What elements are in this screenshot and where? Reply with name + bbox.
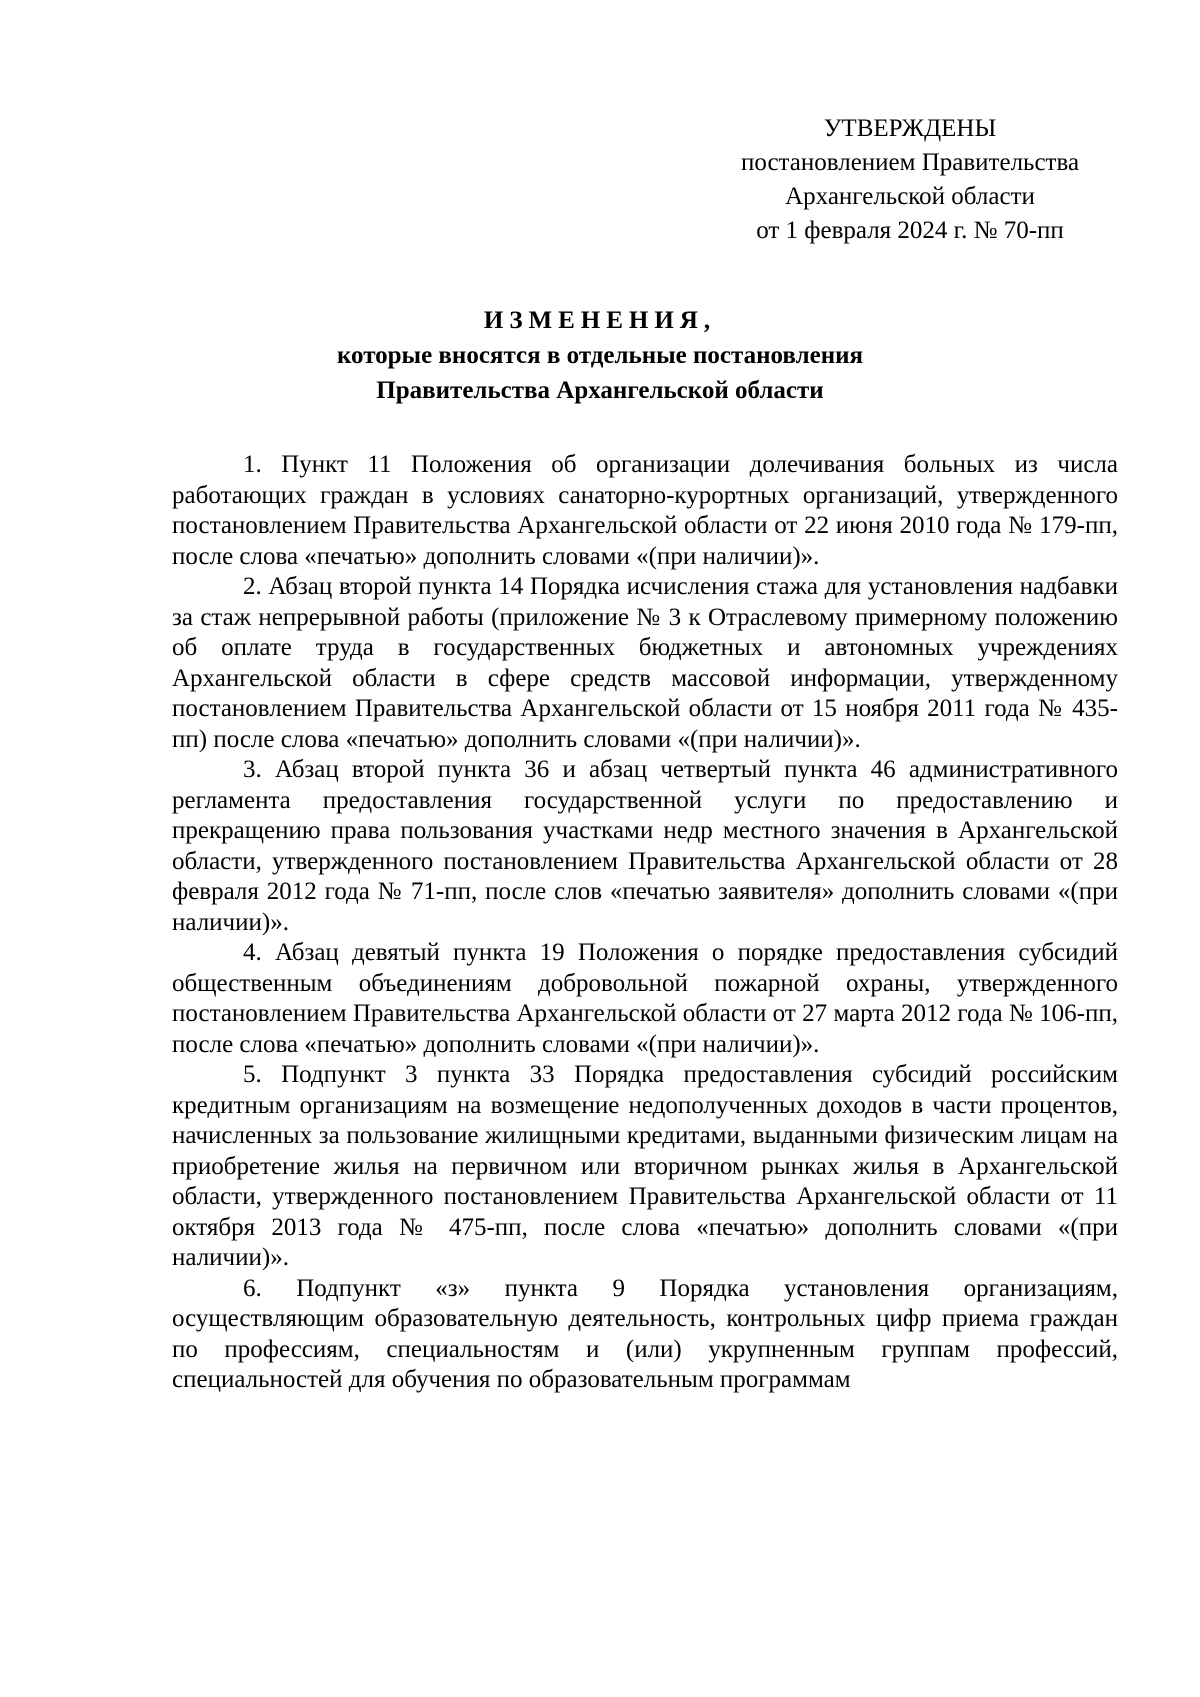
paragraph-6: 6. Подпункт «з» пункта 9 Порядка установления организациям, осуществляющим образовательную деятельность, контрольных цифр приема граждан по профессиям, специальностям и (или) укрупненным группам профессий, специальностей для обучения по образовательным программам [172,1274,1118,1393]
document-title [120,303,1080,408]
paragraph-4: 4. Абзац девятый пункта 19 Положения о порядке предоставления субсидий общественным объединениям добровольной пожарной охраны, утвержденного постановлением Правительства Архангельской области от 27 марта 2012 года № 106-пп, после слова «печатью» дополнить словами «(при наличии)». [172,939,1118,1058]
approval-stamp [690,112,1130,248]
approval-line-resolution: постановлением Правительства [740,149,1080,176]
paragraph-2: 2. Абзац второй пункта 14 Порядка исчисления стажа для установления надбавки за стаж непрерывной работы (приложение № 3 к Отраслевому примерному положению об оплате труда в государственных бюджетных и автономных учреждениях Архангельской области в сфере средств массовой информации, утвержденному постановлением Правительства Архангельской области от 15 ноября 2011 года № 435-пп) после слова «печатью» дополнить словами «(при наличии)». [172,573,1118,753]
document-body [172,450,1118,1396]
title-subtitle-line2: Правительства Архангельской области [376,377,824,404]
approval-heading: УТВЕРЖДЕНЫ [823,115,997,142]
title-heading: ИЗМЕНЕНИЯ, [483,307,717,334]
paragraph-5: 5. Подпункт 3 пункта 33 Порядка предоставления субсидий российским кредитным организациям на возмещение недополученных доходов в части процентов, начисленных за пользование жилищными кредитами, выданными физическим лицам на приобретение жилья на первичном или вторичном рынках жилья в Архангельской области, утвержденного постановлением Правительства Архангельской области от 11 октября 2013 года № 475-пп, после слова «печатью» дополнить словами «(при наличии)». [172,1061,1118,1271]
title-subtitle-line1: которые вносятся в отдельные постановления [336,342,864,369]
approval-line-date: от 1 февраля 2024 г. № 70-пп [756,217,1064,244]
paragraph-1: 1. Пункт 11 Положения об организации долечивания больных из числа работающих граждан в условиях санаторно-курортных организаций, утвержденного постановлением Правительства Архангельской области от 22 июня 2010 года № 179-пп, после слова «печатью» дополнить словами «(при наличии)». [172,451,1118,570]
paragraph-3: 3. Абзац второй пункта 36 и абзац четвертый пункта 46 административного регламента предоставления государственной услуги по предоставлению и прекращению права пользования участками недр местного значения в Архангельской области, утвержденного постановлением Правительства Архангельской области от 28 февраля 2012 года № 71-пп, после слов «печатью заявителя» дополнить словами «(при наличии)». [172,756,1118,936]
approval-line-region: Архангельской области [785,183,1035,210]
